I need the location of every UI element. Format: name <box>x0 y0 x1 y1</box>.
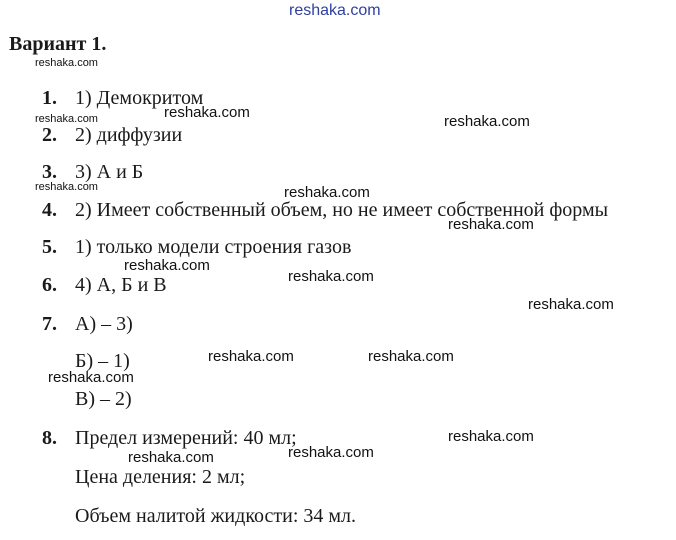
answer-text: 1) только модели строения газов <box>75 236 352 258</box>
watermark: reshaka.com <box>448 216 534 233</box>
answer-text: 2) диффузии <box>75 124 183 146</box>
answer-text: А) – 3) <box>75 313 133 335</box>
answer-number: 6. <box>42 274 57 296</box>
answer-number: 3. <box>42 161 57 183</box>
answer-text: 2) Имеет собственный объем, но не имеет собственной формы <box>75 199 609 221</box>
watermark: reshaka.com <box>368 348 454 365</box>
answer-8-sub-1: Цена деления: 2 мл; <box>75 466 246 488</box>
watermark: reshaka.com <box>528 296 614 313</box>
watermark: reshaka.com <box>444 113 530 130</box>
answer-text: 1) Демокритом <box>75 87 204 109</box>
answer-text: Предел измерений: 40 мл; <box>75 427 297 449</box>
watermark: reshaka.com <box>288 268 374 285</box>
page-title: Вариант 1. <box>9 33 107 55</box>
answer-8-sub-2: Объем налитой жидкости: 34 мл. <box>75 505 357 527</box>
answer-number: 5. <box>42 236 57 258</box>
answer-number: 4. <box>42 199 57 221</box>
watermark: reshaka.com <box>35 57 98 69</box>
watermark: reshaka.com <box>448 428 534 445</box>
watermark: reshaka.com <box>208 348 294 365</box>
watermark: reshaka.com <box>124 257 210 274</box>
watermark: reshaka.com <box>288 444 374 461</box>
answer-text: 3) А и Б <box>75 161 144 183</box>
watermark: reshaka.com <box>35 113 98 125</box>
answer-number: 1. <box>42 87 57 109</box>
answer-number: 2. <box>42 124 57 146</box>
answer-number: 7. <box>42 313 57 335</box>
answer-number: 8. <box>42 427 57 449</box>
answer-7-sub-1: Б) – 1) <box>75 350 130 372</box>
watermark: reshaka.com <box>164 104 250 121</box>
watermark: reshaka.com <box>128 449 214 466</box>
answer-7-sub-2: В) – 2) <box>75 388 132 410</box>
watermark: reshaka.com <box>35 181 98 193</box>
answer-text: 4) А, Б и В <box>75 274 167 296</box>
watermark: reshaka.com <box>48 369 134 386</box>
watermark: reshaka.com <box>284 184 370 201</box>
site-link[interactable]: reshaka.com <box>289 2 381 19</box>
